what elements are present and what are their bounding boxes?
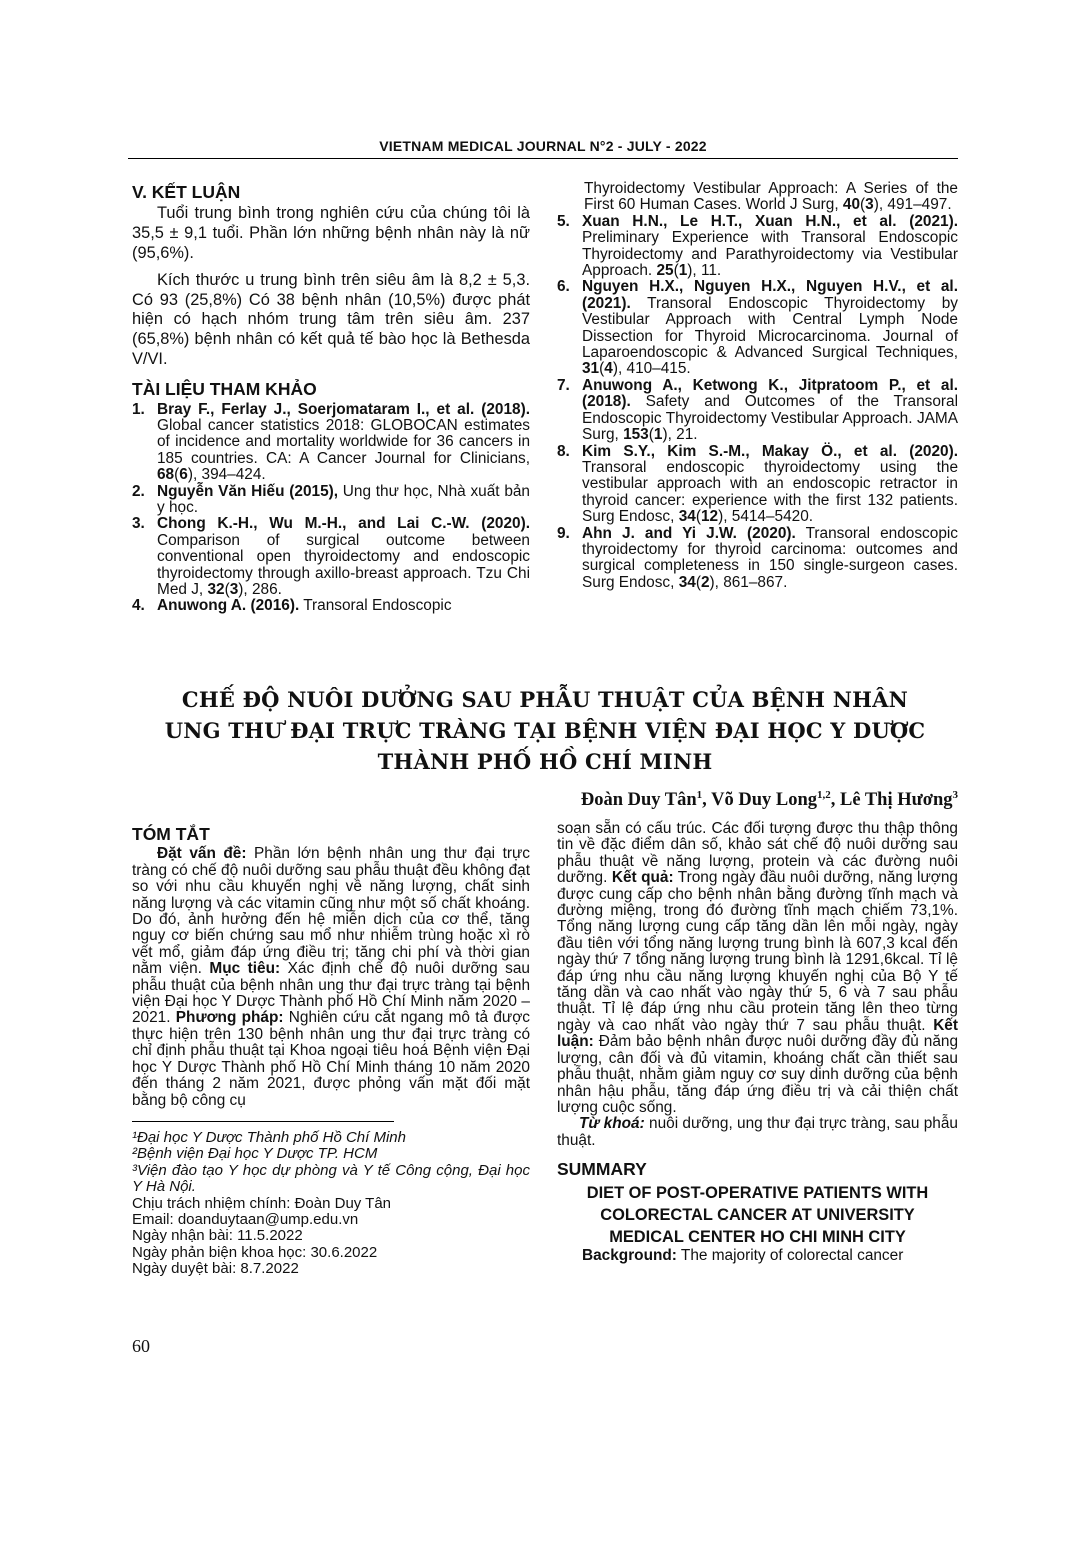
reference-number: 4. — [132, 597, 145, 615]
abstract-text-continued: soạn sẵn có cấu trúc. Các đối tượng được thu thập thông tin về đặc điểm dân số, khảo sát chế độ nuôi dưỡng sau phẫu thuật về năng lượng, protein và các đường nuôi dưỡng. Kết quả: Trong ngày đầu nuôi dưỡng, năng lượng được cung cấp cho bệnh nhân bằng đường tĩnh mạch và đường miệng, trong đó đường tĩnh mạch chiếm 73,1%. Tổng năng lượng cung cấp tăng dần lên mỗi ngày, ngày đầu tiên với tổng năng lượng trung bình là 607,3 kcal đến ngày thứ 7 tổng năng lượng trung bình là 1291,6kcal. Tỉ lệ đáp ứng nhu cầu năng lượng khuyến nghị của Bộ Y tế tăng dần và cao nhất vào ngày thứ 5, 6 và 7 sau phẫu thuật. Tỉ lệ đáp ứng nhu cầu protein tăng lên theo từng ngày và cao nhất vào ngày thứ 7 sau phẫu thuật. Kết luận: Đảm bảo bệnh nhân được nuôi dưỡng đầy đủ năng lượng, cân đối và đủ vitamin, khoáng chất cần thiết sau phẫu thuật, nhằm giảm nguy cơ suy dinh dưỡng của bệnh nhân hậu phẫu, tăng đáp ứng điều trị và cải thiện chất lượng cuộc sống. — [557, 820, 958, 1116]
affiliation-footnote: ¹Đại học Y Dược Thành phố Hồ Chí Minh — [132, 1128, 406, 1146]
reference-number: 2. — [132, 482, 145, 500]
article-title: CHẾ ĐỘ NUÔI DƯỞNG SAU PHẪU THUẬT CỦA BỆNH NHÂN UNG THƯ ĐẠI TRỰC TRÀNG TẠI BỆNH VIỆN ĐẠI HỌC Y DƯỢC THÀNH PHỐ HỒ CHÍ MINH — [164, 687, 926, 774]
summary-heading: SUMMARY — [557, 1159, 647, 1180]
reference-item: 7. Anuwong A., Ketwong K., Jitpratoom P., et al. (2018). Safety and Outcomes of the Transoral Endoscopic Thyroidectomy Vestibular Approach. JAMA Surg, 153(1), 21. — [557, 376, 958, 444]
reference-number: 3. — [132, 515, 145, 533]
corresponding-author: Chịu trách nhiệm chính: Đoàn Duy Tân — [132, 1194, 392, 1212]
running-header: VIETNAM MEDICAL JOURNAL N°2 - JULY - 2022 — [379, 138, 707, 154]
reference-item: 8. Kim S.Y., Kim S.-M., Makay Ö., et al. (2020). Transoral endoscopic thyroidectomy using the vestibular approach with an endoscopic retractor in thyroid cancer: experience with the first 132 patients. Surg Endosc, 34(12), 5414–5420. — [557, 442, 958, 526]
reference-list — [557, 214, 958, 591]
affiliation-footnote: ²Bệnh viện Đại học Y Dược TP. HCM — [132, 1145, 378, 1163]
reference-item: 5. Xuan H.N., Le H.T., Xuan H.N., et al. (2021). Preliminary Experience with Transoral Endoscopic Thyroidectomy and Parathyroidectomy via Vestibular Approach. 25(1), 11. — [557, 212, 958, 280]
footnote-rule — [132, 1121, 394, 1122]
affiliation-footnote: ³Viện đào tạo Y học dự phòng và Y tế Công cộng, Đại học Y Hà Nội. — [132, 1161, 530, 1196]
summary-text: Background: The majority of colorectal cancer — [582, 1246, 904, 1264]
header-rule — [128, 158, 958, 159]
abstract-heading: TÓM TẮT — [132, 824, 210, 844]
reference-item: 4. Anuwong A. (2016). Transoral Endoscopic — [132, 597, 452, 615]
reviewed-date: Ngày phản biện khoa học: 30.6.2022 — [132, 1243, 378, 1261]
conclusion-paragraph: Tuổi trung bình trong nghiên cứu của chúng tôi là 35,5 ± 9,1 tuổi. Phần lớn những bệnh nhân này là nữ (95,6%). — [132, 204, 530, 262]
author-name: Võ Duy Long — [711, 790, 817, 811]
right-column-bottom — [557, 821, 958, 1264]
abstract-text: Đặt vấn đề: Phần lớn bệnh nhân ung thư đại trực tràng có chế độ nuôi dưỡng sau phẫu thuật đều không đạt so với nhu cầu khuyến nghị về năng lượng, chất sinh năng lượng và các vitamin cũng như một số chất khoáng. Do đó, ảnh hưởng đến hệ miễn dịch của cơ thể, tăng nguy cơ biến chứng sau mổ như nhiễm trùng hoặc xì rò vết mổ, giảm đáp ứng điều trị; tăng chi phí và thời gian nằm viện. Mục tiêu: Xác định chế độ nuôi dưỡng sau phẫu thuật của bệnh nhân ung thư đại trực tràng tại bệnh viện Đại học Y Dược Thành phố Hồ Chí Minh năm 2020 – 2021. Phương pháp: Nghiên cứu cắt ngang mô tả được thực hiện trên 130 bệnh nhân ung thư đại trực tràng có chỉ định phẫu thuật tại Khoa ngoại tiêu hoá Bệnh viện Đại học Y Dược Thành phố Hồ Chí Minh tháng 10 năm 2020 đến tháng 2 năm 2021, được phỏng vấn mặt đối mặt bằng bộ công cụ — [132, 845, 530, 1109]
reference-continuation: Thyroidectomy Vestibular Approach: A Series of the First 60 Human Cases. World J Surg, 40(3), 491–497. — [584, 180, 958, 214]
keywords: Từ khoá: nuôi dưỡng, ung thư đại trực tràng, sau phẫu thuật. — [557, 1115, 958, 1149]
author-name: Lê Thị Hương — [839, 790, 953, 811]
reference-number: 8. — [557, 442, 570, 460]
summary-title: DIET OF POST-OPERATIVE PATIENTS WITH COLORECTAL CANCER AT UNIVERSITY MEDICAL CENTER HO CHI MINH CITY — [586, 1183, 929, 1246]
reference-item: 6. Nguyen H.X., Nguyen H.X., Nguyen H.V., et al. (2021). Transoral Endoscopic Thyroidectomy by Vestibular Approach with Central Lymph Node Dissection for Thyroid Microcarcinoma. Journal of Laparoendoscopic & Advanced Surgical Techniques, 31(4), 410–415. — [557, 278, 958, 378]
author-name: Đoàn Duy Tân — [580, 790, 697, 811]
page-number: 60 — [132, 1336, 150, 1356]
conclusion-paragraph: Kích thước u trung bình trên siêu âm là 8,2 ± 5,3. Có 93 (25,8%) Có 38 bệnh nhân (10,5%) được phát hiện có hạch nhóm trung tâm trên siêu âm. 237 (65,8%) bệnh nhân có kết quả tế bào học là Bethesda V/VI. — [132, 271, 530, 368]
reference-number: 7. — [557, 376, 570, 394]
reference-item: 9. Ahn J. and Yi J.W. (2020). Transoral endoscopic thyroidectomy for thyroid carcinoma: outcomes and surgical completeness in 150 single-surgeon cases. Surg Endosc, 34(2), 861–867. — [557, 524, 958, 591]
reference-number: 5. — [557, 212, 570, 230]
conclusion-heading: V. KẾT LUẬN — [132, 182, 241, 202]
reference-list — [132, 402, 530, 615]
email-line: Email: doanduytaan@ump.edu.vn — [132, 1210, 359, 1228]
received-date: Ngày nhận bài: 11.5.2022 — [132, 1227, 303, 1245]
reference-number: 1. — [132, 400, 145, 418]
reference-item: 3. Chong K.-H., Wu M.-H., and Lai C.-W. (2020). Comparison of surgical outcome between conventional open thyroidectomy and endoscopic thyroidectomy through axillo-breast approach. Tzu Chi Med J, 32(3), 286. — [132, 515, 530, 599]
right-column-top — [557, 181, 958, 591]
left-column-top — [132, 184, 530, 615]
references-heading: TÀI LIỆU THAM KHẢO — [132, 379, 317, 400]
reference-number: 6. — [557, 278, 570, 296]
author-list: Đoàn Duy Tân$^1$, Võ Duy Long$^{1,2}$, Lê Thị Hương$^3$ — [580, 789, 958, 811]
reference-number: 9. — [557, 524, 570, 542]
left-column-bottom — [132, 826, 530, 1278]
reference-item: 1. Bray F., Ferlay J., Soerjomataram I., et al. (2018). Global cancer statistics 2018: GLOBOCAN estimates of incidence and mortality worldwide for 36 cancers in 185 countries. CA: A Cancer Journal for Clinicians, 68(6), 394–424. — [132, 400, 530, 484]
reference-item: 2. Nguyễn Văn Hiếu (2015), Ung thư học, Nhà xuất bản y học. — [132, 482, 530, 516]
approved-date: Ngày duyệt bài: 8.7.2022 — [132, 1260, 299, 1278]
